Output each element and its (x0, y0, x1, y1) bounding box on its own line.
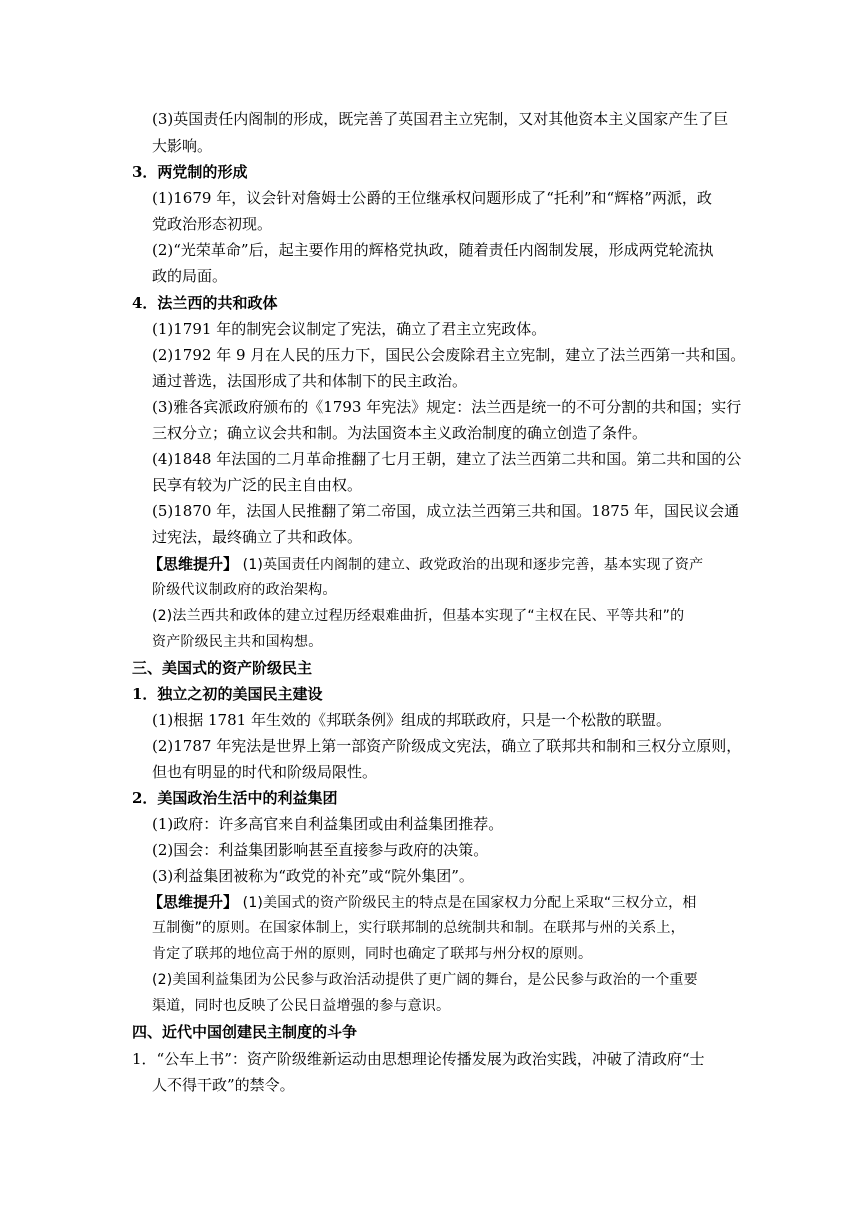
text-line: (1)根据 1781 年生效的《邦联条例》组成的邦联政府，只是一个松散的联盟。 (152, 711, 671, 729)
text-line: 三权分立；确立议会共和制。为法国资本主义政治制度的确立创造了条件。 (152, 424, 648, 442)
section-heading: 3．两党制的形成 (132, 163, 248, 181)
thinking-block (148, 554, 703, 575)
section-heading: 4．法兰西的共和政体 (132, 294, 278, 312)
thinking-block (148, 892, 697, 913)
text-line: (1)1679 年，议会针对詹姆士公爵的王位继承权问题形成了“托利”和“辉格”两派，政 (152, 189, 712, 207)
text-line: 通过普选，法国形成了共和体制下的民主政治。 (152, 372, 468, 390)
text-line: 人不得干政”的禁令。 (152, 1076, 295, 1094)
text-line: (2)“光荣革命”后，起主要作用的辉格党执政，随着责任内阁制发展，形成两党轮流执 (152, 241, 714, 259)
text-line: (3)利益集团被称为“政党的补充”或“院外集团”。 (152, 867, 474, 885)
text-line: 民享有较为广泛的民主自由权。 (152, 476, 363, 494)
text-line: 大影响。 (152, 137, 213, 155)
event-text: 1．“公车上书”：资产阶级维新运动由思想理论传播发展为政治实践，冲破了清政府“士 (132, 1050, 705, 1068)
text-line: (3)雅各宾派政府颁布的《1793 年宪法》规定：法兰西是统一的不可分割的共和国；实行 (152, 398, 742, 416)
section-heading: 2．美国政治生活中的利益集团 (132, 789, 338, 807)
text-line: 但也有明显的时代和阶级局限性。 (152, 763, 378, 781)
thinking-text: (1)英国责任内阁制的建立、政党政治的出现和逐步完善，基本实现了资产 (238, 557, 704, 573)
thinking-text: (1)美国式的资产阶级民主的特点是在国家权力分配上采取“三权分立，相 (238, 895, 697, 911)
thinking-text: 渠道，同时也反映了公民日益增强的参与意识。 (152, 998, 451, 1014)
thinking-text: 互制衡”的原则。在国家体制上，实行联邦制的总统制共和制。在联邦与州的关系上， (152, 920, 685, 936)
text-line: 政的局面。 (152, 267, 228, 285)
text-line: (2)1787 年宪法是世界上第一部资产阶级成文宪法，确立了联邦共和制和三权分立原则， (152, 737, 742, 755)
text-line: (3)英国责任内阁制的形成，既完善了英国君主立宪制，又对其他资本主义国家产生了巨 (152, 110, 729, 128)
thinking-text: 肯定了联邦的地位高于州的原则，同时也确定了联邦与州分权的原则。 (152, 946, 593, 962)
text-line: (1)1791 年的制宪会议制定了宪法，确立了君主立宪政体。 (152, 320, 547, 338)
text-line (132, 1049, 705, 1069)
chapter-heading: 四、近代中国创建民主制度的斗争 (132, 1023, 358, 1041)
section-heading: 1．独立之初的美国民主建设 (132, 685, 323, 703)
thinking-text: 阶级代议制政府的政治架构。 (152, 582, 337, 598)
thinking-text: 资产阶级民主共和国构想。 (152, 634, 323, 650)
text-line: (2)1792 年 9 月在人民的压力下，国民公会废除君主立宪制，建立了法兰西第一共和国。 (152, 346, 746, 364)
thinking-text: (2)法兰西共和政体的建立过程历经艰难曲折，但基本实现了“主权在民、平等共和”的 (152, 608, 685, 624)
text-line: (5)1870 年，法国人民推翻了第二帝国，成立法兰西第三共和国。1875 年，国民议会通 (152, 502, 740, 520)
text-line: 过宪法，最终确立了共和政体。 (152, 528, 363, 546)
thinking-text: (2)美国利益集团为公民参与政治活动提供了更广阔的舞台，是公民参与政治的一个重要 (152, 972, 698, 988)
text-line: (4)1848 年法国的二月革命推翻了七月王朝，建立了法兰西第二共和国。第二共和国的公 (152, 450, 742, 468)
thinking-tag: 【思维提升】 (148, 555, 239, 573)
chapter-heading: 三、美国式的资产阶级民主 (132, 659, 313, 677)
text-line: (1)政府：许多高官来自利益集团或由利益集团推荐。 (152, 815, 504, 833)
thinking-tag: 【思维提升】 (148, 893, 239, 911)
text-line: 党政治形态初现。 (152, 215, 273, 233)
text-line: (2)国会：利益集团影响甚至直接参与政府的决策。 (152, 841, 489, 859)
